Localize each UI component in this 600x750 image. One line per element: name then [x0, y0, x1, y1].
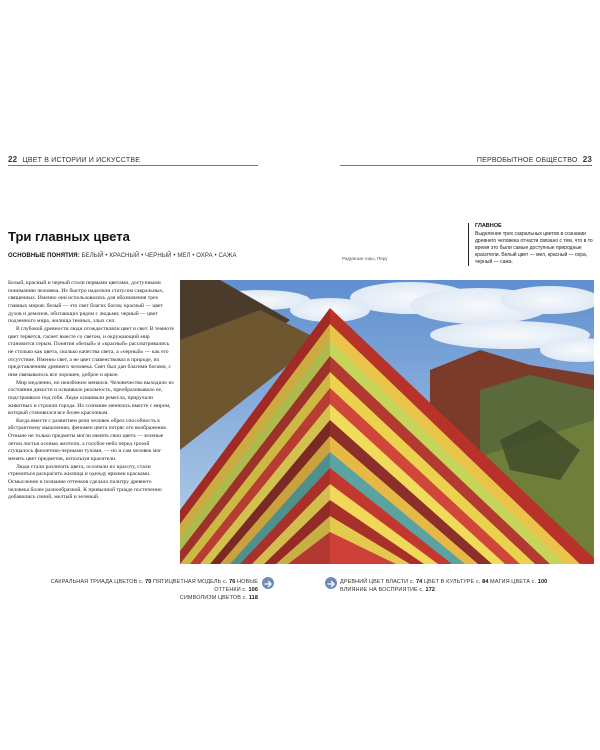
- xref-page: 76: [229, 579, 236, 585]
- xref-page: 172: [425, 587, 436, 593]
- xref-line: [340, 586, 570, 594]
- xref-text: НОВЫЕ ОТТЕНКИ с.: [214, 579, 258, 593]
- rainbow-mountain-photo: [180, 280, 594, 564]
- xref-page: 106: [248, 587, 258, 593]
- sidebar-main-point: [468, 223, 600, 266]
- running-header-right: [477, 155, 592, 164]
- running-header-left: [8, 155, 140, 164]
- key-concepts-list: БЕЛЫЙ • КРАСНЫЙ • ЧЕРНЫЙ • МЕЛ • ОХРА • САЖА: [81, 253, 237, 259]
- sidebar-heading: ГЛАВНОЕ: [475, 223, 502, 229]
- paragraph: Люди стали различать цвета, осознали их красоту, стали стремиться раскрасить жилища и одежду яркими красками. Осмысление и познание оттенков сделало палитру древнего человека более разнообразной. К привычной триаде постепенно добавились синий, желтый и зеленый.: [8, 463, 162, 501]
- xref-page: 118: [248, 595, 258, 601]
- paragraph: Белый, красный и черный стали первыми цветами, доступными пониманию человека. Их быстро наделили статусом сакральных, священных. Именно они использовались для обозначения трех главных миров: белый — это свет благих богов; красный — цвет духов и демонов, обитающих рядом с людьми; черный — цвет подземного мира, жилища темных, злых сил.: [8, 280, 164, 325]
- arrow-right-icon[interactable]: [262, 577, 274, 589]
- xref-text: СИМВОЛИЗМ ЦВЕТОВ с.: [179, 595, 249, 601]
- xref-page: 100: [537, 579, 548, 585]
- cross-references-left: [48, 578, 258, 602]
- xref-text: ДРЕВНИЙ ЦВЕТ ВЛАСТИ с.: [340, 579, 416, 585]
- cross-references-right: [340, 578, 570, 594]
- section-title-right: ПЕРВОБЫТНОЕ ОБЩЕСТВО: [476, 157, 578, 164]
- photo-caption: Радужные горы, Перу: [342, 256, 388, 261]
- key-concepts-label: ОСНОВНЫЕ ПОНЯТИЯ:: [8, 253, 80, 259]
- xref-line: [340, 578, 570, 586]
- article-body: [8, 280, 174, 502]
- sidebar-text: Выделение трех сакральных цветов в сознании древнего человека отчасти связано с тем, что в то время это были самые доступные природные красители. Белый цвет — мел, красный — охра, черный — сажа.: [475, 231, 593, 265]
- paragraph: В глубокой древности люди отождествляли цвет и свет. В темноте цвет теряется, гаснет вместе со светом, и окружающий мир становится серым. Понятия «белый» и «красный» рассматривались не столько как цвета, сколько качества света, а «черный» — как его отсутствие. Именно свет, а не цвет главенствовал в природе, по представлениям древнего человека. Свет был дан благими богами, с ним связывалось все хорошее, доброе и яркое.: [8, 325, 174, 378]
- page-number-left: 22: [8, 155, 18, 164]
- xref-line: [48, 578, 258, 594]
- xref-page: 74: [415, 579, 423, 585]
- header-rule-left: [8, 165, 258, 166]
- paragraph: Когда вместе с развитием речи человек обрел способность к абстрактному мышлению, феномен цвета потряс его воображение. Отныне не только предметы могли менять свои цвета — зеленые летом листья осенью желтели, а голубое небо перед грозой сгущалось фиолетово-черными тучами, — но и сам человек мог менять цвет предметов, используя красители.: [8, 417, 168, 463]
- xref-text: МАГИЯ ЦВЕТА с.: [488, 579, 538, 585]
- header-rule-right: [340, 165, 592, 166]
- page-number-right: 23: [582, 155, 592, 164]
- arrow-right-icon[interactable]: [325, 577, 337, 589]
- xref-text: ПЯТИЦВЕТНАЯ МОДЕЛЬ с.: [151, 579, 230, 585]
- xref-text: ВЛИЯНИЕ НА ВОСПРИЯТИЕ с.: [340, 587, 426, 593]
- xref-text: ЦВЕТ В КУЛЬТУРЕ с.: [422, 579, 483, 585]
- xref-text: САКРАЛЬНАЯ ТРИАДА ЦВЕТОВ с.: [50, 579, 146, 585]
- article-title: Три главных цвета: [8, 229, 130, 244]
- key-concepts: [8, 253, 237, 259]
- section-title-left: ЦВЕТ В ИСТОРИИ И ИСКУССТВЕ: [22, 157, 141, 164]
- xref-page: 70: [145, 579, 152, 585]
- xref-page: 84: [482, 579, 489, 585]
- paragraph: Мир медленно, но неизбежно менялся. Человечество выходило из состояния дикости и осваивало реальность, преобразовывало ее, подстраивало под себя. Люди осваивали ремесла, приручали животных и строили города. Их сознание менялось вместе с миром, который становился все более красочным.: [8, 379, 174, 417]
- xref-line: [48, 594, 258, 602]
